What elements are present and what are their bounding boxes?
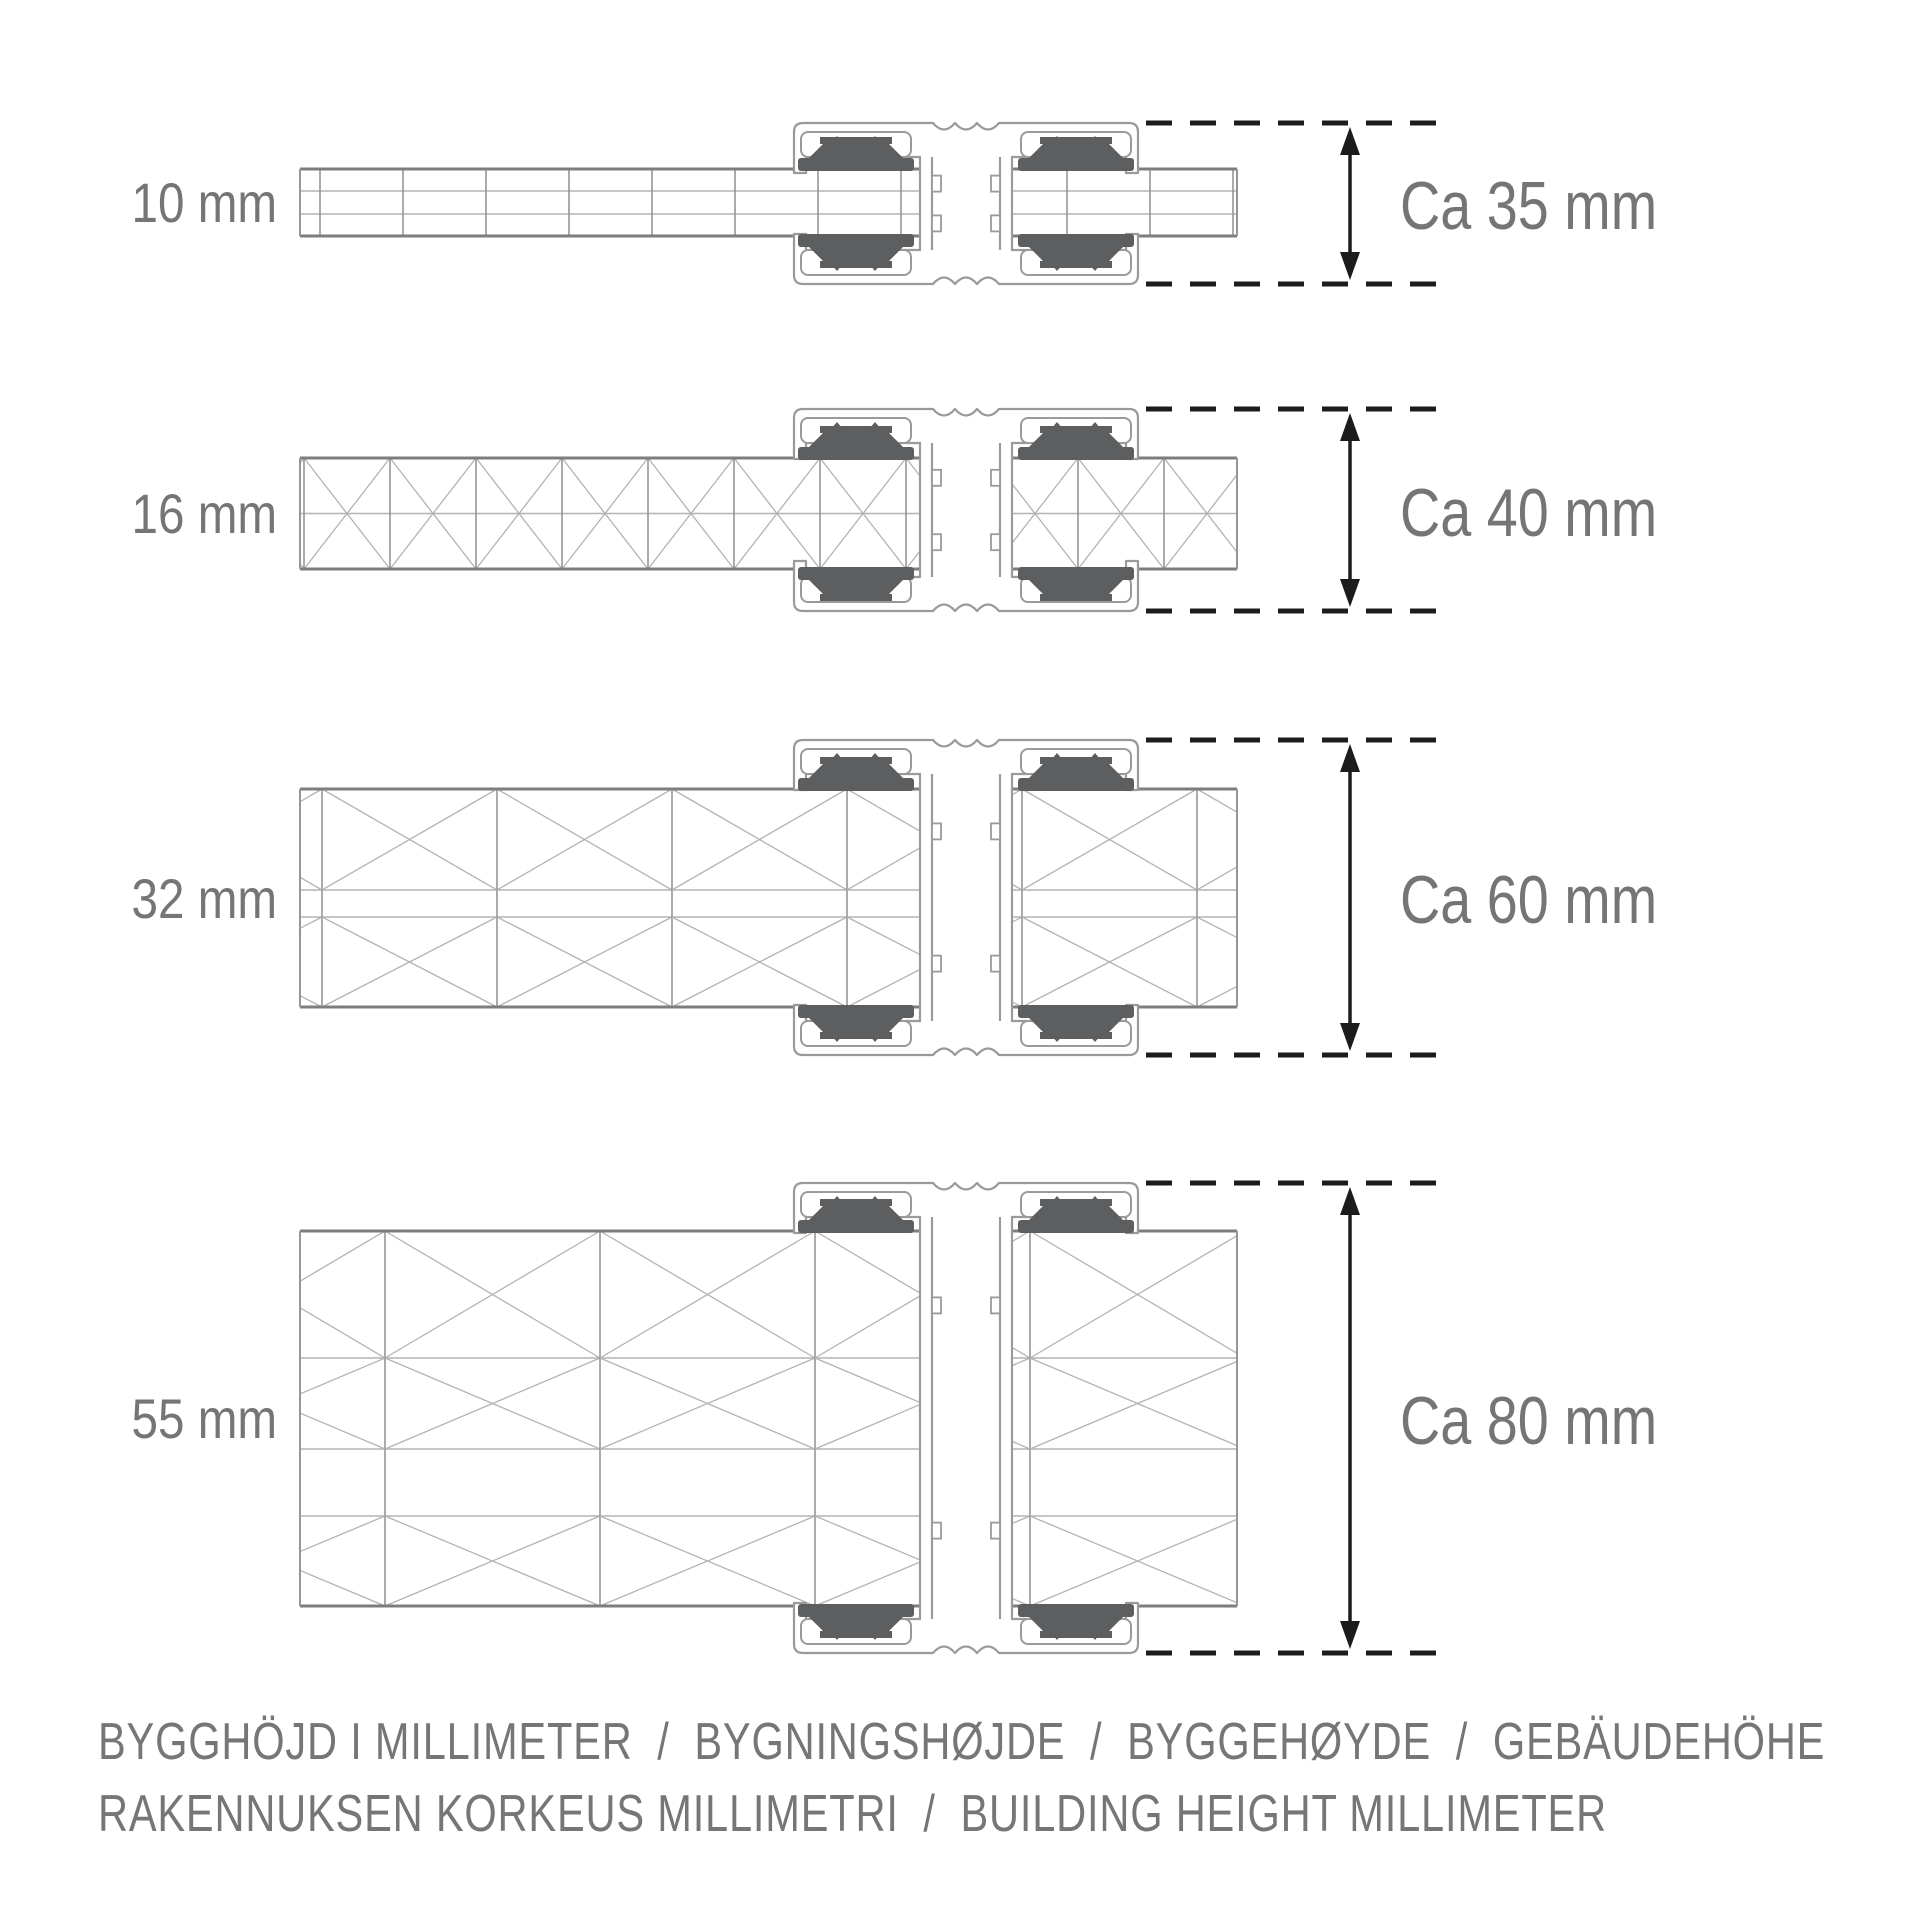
caption-line-2: RAKENNUKSEN KORKEUS MILLIMETRI / BUILDING HEIGHT MILLIMETER	[98, 1785, 1607, 1843]
build-height-label-60mm: Ca 60 mm	[1400, 862, 1658, 938]
panel-thickness-label-16mm: 16 mm	[131, 482, 277, 545]
panel-cross-section-row1	[237, 169, 1316, 236]
build-height-label-40mm: Ca 40 mm	[1400, 475, 1658, 551]
panel-thickness-label-55mm: 55 mm	[131, 1387, 277, 1450]
panel-cross-section-row3	[147, 789, 1547, 1007]
build-height-label-80mm: Ca 80 mm	[1400, 1383, 1658, 1459]
panel-cross-section-row4	[170, 1231, 1460, 1606]
caption-line-1: BYGGHÖJD I MILLIMETER / BYGNINGSHØJDE / BYGGEHØYDE / GEBÄUDEHÖHE	[98, 1713, 1826, 1771]
panel-cross-section-row2	[218, 458, 1336, 569]
panel-thickness-label-32mm: 32 mm	[131, 867, 277, 930]
panel-skins-row4	[300, 1231, 1237, 1606]
panel-skins-row1	[300, 169, 1237, 236]
build-height-label-35mm: Ca 35 mm	[1400, 168, 1658, 244]
panel-thickness-label-10mm: 10 mm	[131, 171, 277, 234]
clamping-gaskets-row3	[798, 753, 1134, 1042]
